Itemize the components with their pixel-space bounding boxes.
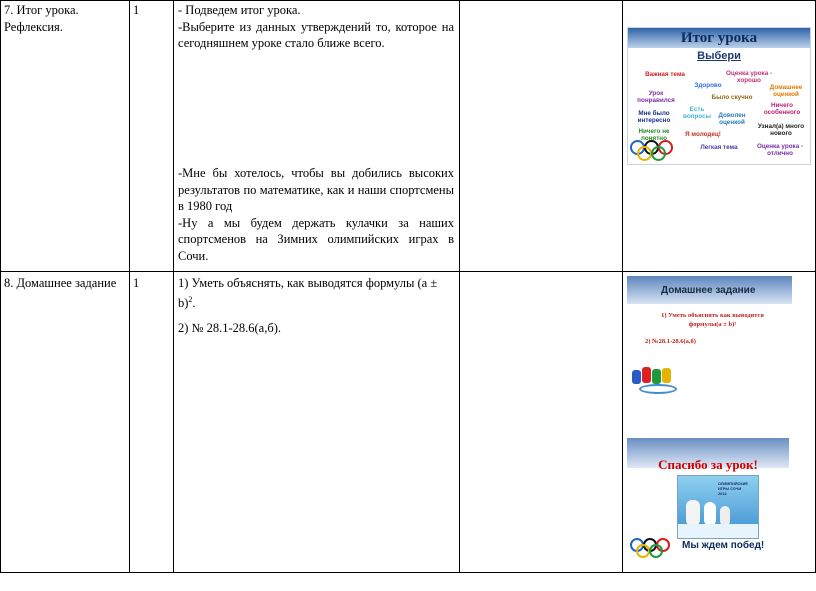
slide-subtitle: Выбери: [697, 50, 741, 62]
task-one: 1) Уметь объяснять, как выводятся формулы (a ± b)$^2$.: [178, 276, 438, 310]
poster-caption: ОЛИМПИЙСКИЕ ИГРЫ СОЧИ 2014: [718, 482, 748, 496]
word-welldone: Я молодец!: [685, 131, 721, 138]
word-easy: Легкая тема: [700, 144, 738, 151]
col-line: [459, 0, 460, 573]
homework-slide: [627, 276, 792, 398]
col-line: [173, 0, 174, 573]
table-border-top: [0, 0, 816, 1]
paragraph: - Подведем итог урока.: [178, 3, 301, 17]
olympic-rings-icon: [630, 538, 680, 560]
word-nothing: Ничего особенного: [763, 102, 801, 116]
word-homework: Домашнее оценкой: [769, 84, 803, 98]
slide-title: Домашнее задание: [661, 285, 756, 296]
stage-cell: [4, 2, 126, 35]
minutes-cell: 1: [133, 276, 140, 290]
slide-title: Итог урока: [680, 30, 758, 46]
word-grade-excellent: Оценка урока - отлично: [756, 143, 804, 157]
word-health: Здорово: [694, 82, 722, 89]
snow-leopard-mascot-icon: [704, 502, 716, 526]
summary-slide: [627, 27, 811, 165]
word-grade-good: Оценка урока - хорошо: [725, 70, 773, 84]
stage-label: 7. Итог урока. Рефлексия.: [4, 3, 79, 34]
paragraph: -Ну а мы будем держать кулачки за наших спортсменов на Зимних олимпийских играх в Сочи.: [178, 215, 454, 263]
stage-cell: 8. Домашнее задание: [4, 276, 117, 290]
hare-mascot-icon: [720, 506, 730, 526]
slide-title: Спасибо за урок!: [658, 457, 758, 472]
thanks-slide: [627, 438, 789, 560]
word-interesting: Мне было интересно: [637, 110, 671, 124]
word-questions: Есть вопросы: [683, 106, 711, 120]
word-important: Важная тема: [645, 71, 685, 78]
slide-task-two: 2) №28.1-28.6(а,б): [645, 338, 696, 345]
olympic-rings-icon: [630, 140, 694, 164]
word-satisfied: Доволен оценкой: [718, 112, 746, 126]
paragraph: -Выберите из данных утверждений то, которое на сегодняшнем уроке стало ближе всего.: [178, 19, 454, 50]
word-boring: Было скучно: [711, 94, 753, 101]
col-line: [622, 0, 623, 573]
sochi-poster-image: [677, 475, 759, 539]
activity-cell-bottom: [178, 165, 454, 264]
task-two: 2) № 28.1-28.6(а,б).: [178, 321, 281, 336]
activity-cell: [178, 2, 454, 52]
mascot-figures-icon: [629, 364, 679, 394]
col-line: [0, 0, 1, 573]
polar-bear-mascot-icon: [686, 500, 700, 526]
word-liked: Урок понравился: [637, 90, 675, 104]
slide-task-one: 1) Уметь объяснять как выводятся формулы(a ± b)²: [661, 312, 764, 328]
minutes-cell: 1: [133, 3, 140, 17]
table-border-bottom: [0, 572, 816, 573]
word-learned: Узнал(а) много нового: [757, 123, 805, 137]
word-unclear: Ничего не понятно: [638, 128, 670, 142]
homework-cell: [178, 275, 454, 337]
col-line: [129, 0, 130, 573]
row-divider: [0, 271, 816, 272]
slide-footer: Мы ждем побед!: [682, 540, 765, 551]
paragraph: -Мне бы хотелось, чтобы вы добились высоких результатов по математике, как и наши спортсмены в 1980 год: [178, 166, 454, 213]
